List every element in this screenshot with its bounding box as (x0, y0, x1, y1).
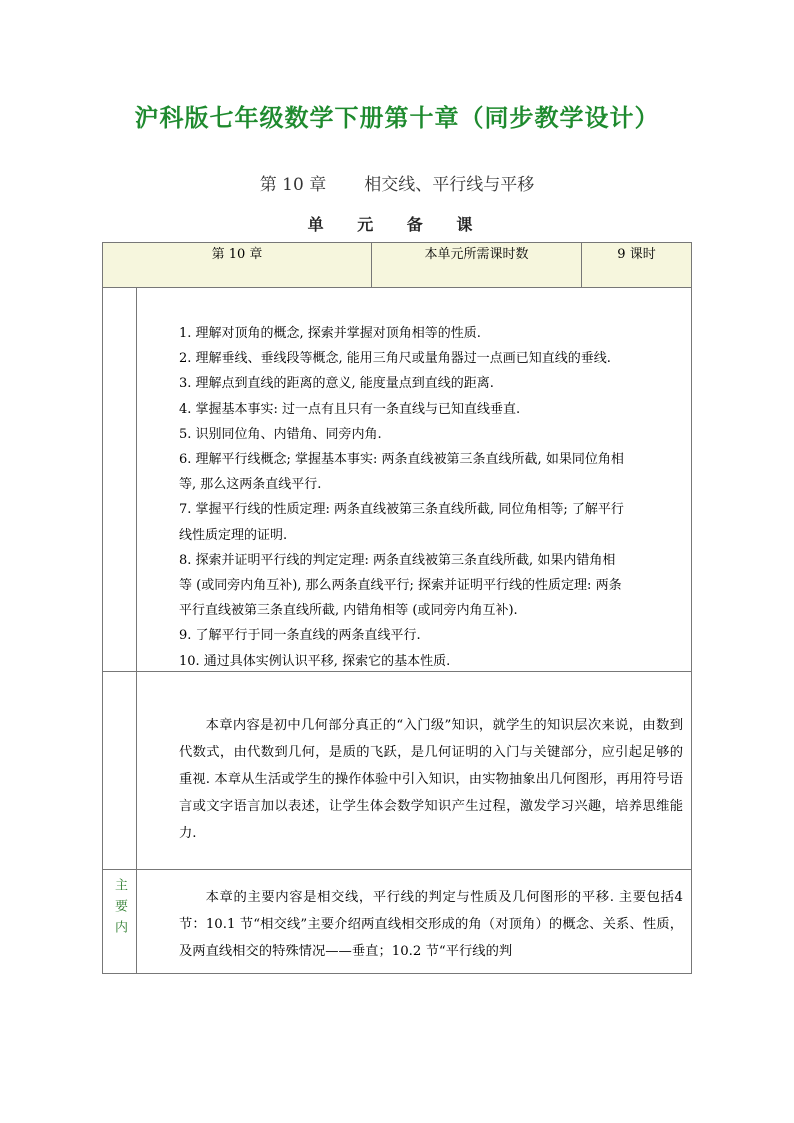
analysis-row (103, 672, 692, 870)
main-content-cell (137, 870, 692, 974)
goal-line: 5. 识别同位角、内错角、同旁内角. (179, 426, 382, 442)
main-content-paragraph: 本章的主要内容是相交线，平行线的判定与性质及几何图形的平移. 主要包括4节：10.1 节“相交线”主要介绍两直线相交形成的角（对顶角）的概念、关系、性质，及两直线相交的特殊情况——垂直；10.2 节“平行线的判 (179, 890, 683, 959)
main-content-row (103, 870, 692, 974)
header-hours-value: 9 课时 (582, 243, 692, 288)
unit-plan-table (102, 242, 692, 974)
goals-row (103, 288, 692, 672)
analysis-cell (137, 672, 692, 870)
goal-line: 等 (或同旁内角互补), 那么两条直线平行; 探索并证明平行线的性质定理: 两条 (179, 578, 622, 594)
chapter-number: 第 10 章 (259, 175, 327, 195)
document-title: 沪科版七年级数学下册第十章（同步教学设计） (134, 104, 660, 132)
header-hours-label: 本单元所需课时数 (372, 243, 582, 288)
unit-heading: 单 元 备 课 (307, 215, 487, 234)
goals-cell (137, 288, 692, 672)
goal-line: 7. 掌握平行线的性质定理: 两条直线被第三条直线所截, 同位角相等; 了解平行 (179, 502, 624, 518)
goal-line: 2. 理解垂线、垂线段等概念, 能用三角尺或量角器过一点画已知直线的垂线. (179, 351, 611, 367)
table-header-row (103, 243, 692, 288)
goal-line: 线性质定理的证明. (179, 527, 288, 543)
goals-side-cell (103, 288, 137, 672)
header-chapter: 第 10 章 (103, 243, 372, 288)
goal-line: 10. 通过具体实例认识平移, 探索它的基本性质. (179, 653, 451, 669)
analysis-paragraph: 本章内容是初中几何部分真正的“入门级”知识，就学生的知识层次来说，由数到代数式，由代数到几何，是质的飞跃，是几何证明的入门与关键部分，应引起足够的重视. 本章从生活或学生的操作体验中引入知识，由实物抽象出几何图形，再用符号语言或文字语言加以表述，让学生体会数学知识产生过程，激发学习兴趣，培养思维能力. (179, 718, 683, 841)
goal-line: 等, 那么这两条直线平行. (179, 477, 322, 493)
goal-line: 9. 了解平行于同一条直线的两条直线平行. (179, 628, 421, 644)
chapter-name: 相交线、平行线与平移 (364, 175, 535, 195)
chapter-heading (0, 170, 794, 195)
main-content-label: 主要内 (112, 878, 127, 941)
goals-list (137, 288, 691, 671)
goal-line: 1. 理解对顶角的概念, 探索并掌握对顶角相等的性质. (179, 326, 481, 341)
goal-line: 平行直线被第三条直线所截, 内错角相等 (或同旁内角互补). (179, 603, 518, 619)
goal-line: 8. 探索并证明平行线的判定定理: 两条直线被第三条直线所截, 如果内错角相 (179, 552, 616, 568)
main-content-side-cell (103, 870, 137, 974)
goal-line: 3. 理解点到直线的距离的意义, 能度量点到直线的距离. (179, 376, 494, 392)
goal-line: 6. 理解平行线概念; 掌握基本事实: 两条直线被第三条直线所截, 如果同位角相 (179, 452, 624, 468)
analysis-side-cell (103, 672, 137, 870)
goal-line: 4. 掌握基本事实: 过一点有且只有一条直线与已知直线垂直. (179, 401, 521, 417)
